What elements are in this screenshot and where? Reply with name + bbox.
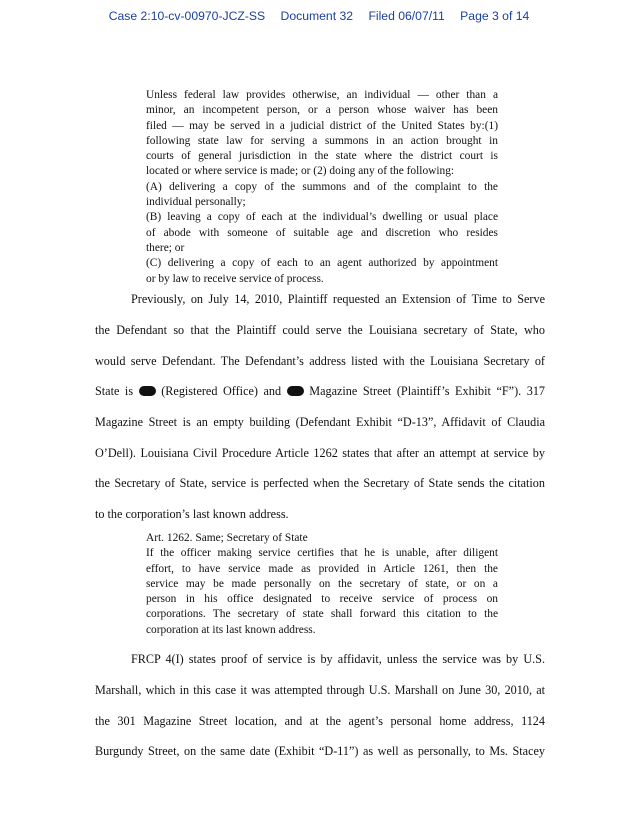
quote-line: person in his office designated to receive service of process on bbox=[146, 593, 498, 606]
quote-line: If the officer making service certifies that he is unable, after diligent bbox=[146, 547, 498, 560]
redaction-mark bbox=[139, 386, 156, 396]
page-number: Page 3 of 14 bbox=[460, 9, 530, 23]
body-line: the Defendant so that the Plaintiff could serve the Louisiana secretary of State, who bbox=[95, 323, 545, 337]
body-line: Burgundy Street, on the same date (Exhibit “D-11”) as well as personally, to Ms. Stacey bbox=[95, 744, 545, 758]
block-quote-frcp bbox=[146, 88, 498, 287]
body-line: to the corporation’s last known address. bbox=[95, 507, 289, 521]
quote-line: service may be made personally on the secretary of state, or on a bbox=[146, 577, 498, 590]
quote-line: courts of general jurisdiction in the state where the district court is bbox=[146, 150, 498, 163]
quote-line: corporation at its last known address. bbox=[146, 623, 316, 636]
block-quote-article-1262 bbox=[146, 531, 498, 638]
quote-line: Art. 1262. Same; Secretary of State bbox=[146, 532, 308, 544]
body-line bbox=[95, 383, 545, 399]
quote-line: following state law for serving a summons in an action brought in bbox=[146, 134, 498, 147]
quote-line: there; or bbox=[146, 241, 185, 254]
body-text: (Registered Office) and bbox=[161, 384, 282, 398]
body-line: FRCP 4(I) states proof of service is by affidavit, unless the service was by U.S. bbox=[131, 652, 545, 666]
quote-line: individual personally; bbox=[146, 196, 246, 209]
filed-date: Filed 06/07/11 bbox=[368, 9, 445, 23]
quote-line: (A) delivering a copy of the summons and of the complaint to the bbox=[146, 180, 498, 193]
quote-line: Unless federal law provides otherwise, an individual — other than a bbox=[146, 89, 498, 101]
quote-line: located or where service is made; or (2) doing any of the following: bbox=[146, 165, 455, 178]
body-line: O’Dell). Louisiana Civil Procedure Article 1262 states that after an attempt at service by bbox=[95, 446, 545, 460]
quote-line: effort, to have service made as provided in Article 1261, then the bbox=[146, 562, 498, 575]
body-line: Magazine Street is an empty building (Defendant Exhibit “D-13”, Affidavit of Claudia bbox=[95, 415, 545, 429]
case-header bbox=[0, 9, 638, 23]
quote-line: minor, an incompetent person, or a person whose waiver has been bbox=[146, 104, 498, 117]
body-line: Previously, on July 14, 2010, Plaintiff requested an Extension of Time to Serve bbox=[131, 292, 545, 306]
body-line: would serve Defendant. The Defendant’s address listed with the Louisiana Secretary of bbox=[95, 354, 545, 368]
body-text: Magazine Street (Plaintiff’s Exhibit “F”). 317 bbox=[309, 384, 546, 398]
redaction-mark bbox=[287, 386, 304, 396]
body-text: State is bbox=[95, 384, 134, 398]
quote-line: of abode with someone of suitable age and discretion who resides bbox=[146, 226, 498, 239]
quote-line: (B) leaving a copy of each at the individual’s dwelling or usual place bbox=[146, 211, 498, 224]
body-line: Marshall, which in this case it was attempted through U.S. Marshall on June 30, 2010, at bbox=[95, 683, 545, 697]
quote-line: corporations. The secretary of state shall forward this citation to the bbox=[146, 608, 498, 621]
document-number: Document 32 bbox=[280, 9, 354, 23]
quote-line: or by law to receive service of process. bbox=[146, 272, 324, 285]
body-line: the 301 Magazine Street location, and at the agent’s personal home address, 1124 bbox=[95, 714, 545, 728]
quote-line: filed — may be served in a judicial district of the United States by:(1) bbox=[146, 119, 498, 132]
quote-line: (C) delivering a copy of each to an agent authorized by appointment bbox=[146, 257, 498, 270]
body-line: the Secretary of State, service is perfected when the Secretary of State sends the citation bbox=[95, 476, 545, 490]
case-number: Case 2:10-cv-00970-JCZ-SS bbox=[108, 9, 266, 23]
